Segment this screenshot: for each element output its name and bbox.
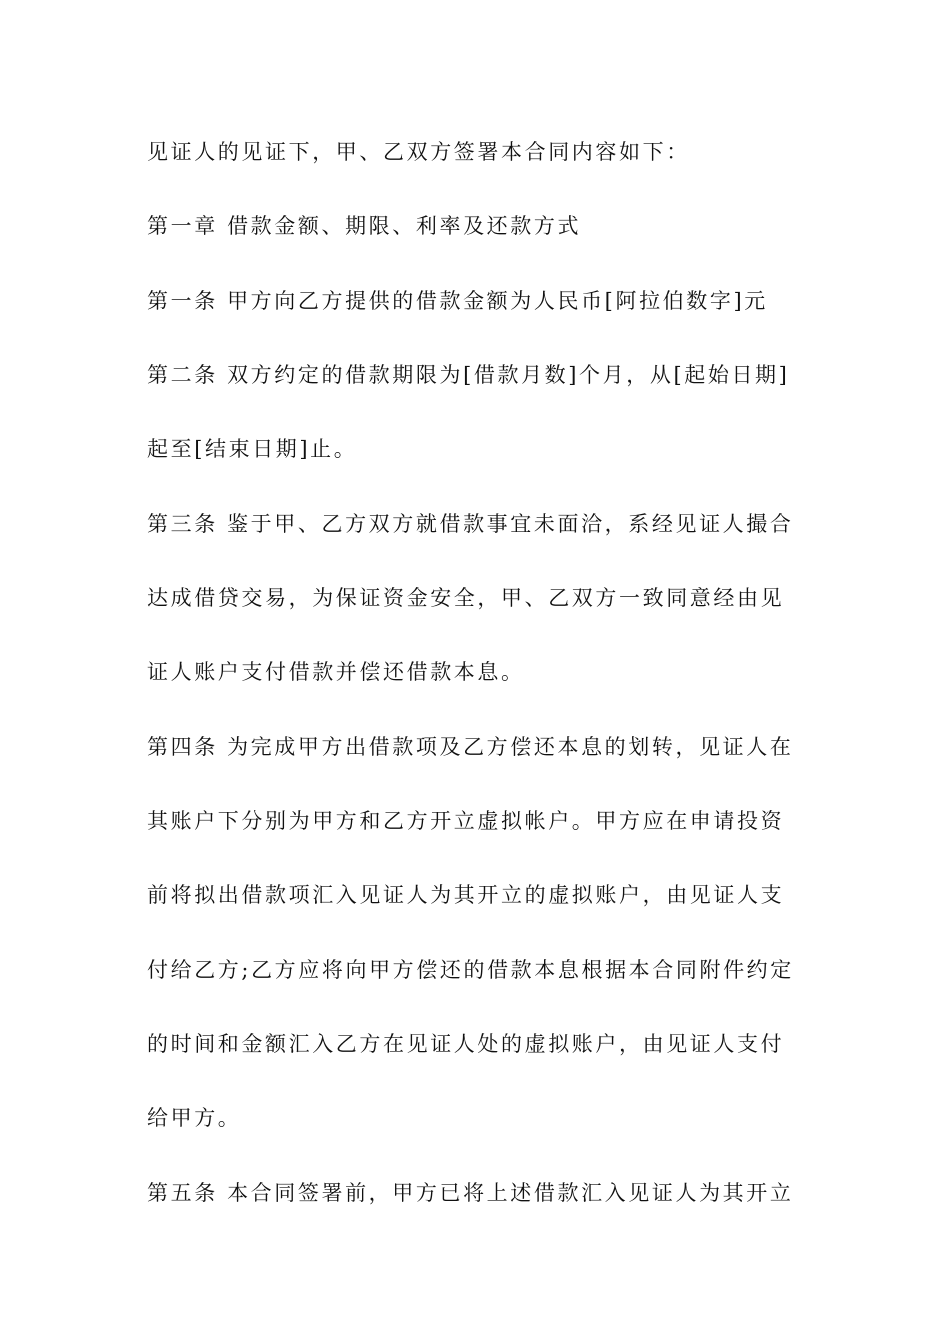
text-line: 给甲方。 <box>147 1106 242 1130</box>
article-5: 第五条 本合同签署前，甲方已将上述借款汇入见证人为其开立 <box>147 1181 794 1205</box>
article-1: 第一条 甲方向乙方提供的借款金额为人民币[阿拉伯数字]元 <box>147 289 768 313</box>
text-line: 前将拟出借款项汇入见证人为其开立的虚拟账户，由见证人支 <box>147 883 785 907</box>
text-line: 其账户下分别为甲方和乙方开立虚拟帐户。甲方应在申请投资 <box>147 809 785 833</box>
text-line: 起至[结束日期]止。 <box>147 437 358 461</box>
text-line: 见证人的见证下，甲、乙双方签署本合同内容如下： <box>147 140 690 164</box>
article-3: 第三条 鉴于甲、乙方双方就借款事宜未面洽，系经见证人撮合 <box>147 512 794 536</box>
text-line: 付给乙方;乙方应将向甲方偿还的借款本息根据本合同附件约定 <box>147 958 794 982</box>
text-line: 证人账户支付借款并偿还借款本息。 <box>147 660 525 684</box>
text-line: 的时间和金额汇入乙方在见证人处的虚拟账户，由见证人支付 <box>147 1032 785 1056</box>
article-2: 第二条 双方约定的借款期限为[借款月数]个月，从[起始日期] <box>147 363 790 387</box>
chapter-heading: 第一章 借款金额、期限、利率及还款方式 <box>147 214 582 238</box>
text-line: 达成借贷交易，为保证资金安全，甲、乙双方一致同意经由见 <box>147 586 785 610</box>
article-4: 第四条 为完成甲方出借款项及乙方偿还本息的划转，见证人在 <box>147 735 794 759</box>
